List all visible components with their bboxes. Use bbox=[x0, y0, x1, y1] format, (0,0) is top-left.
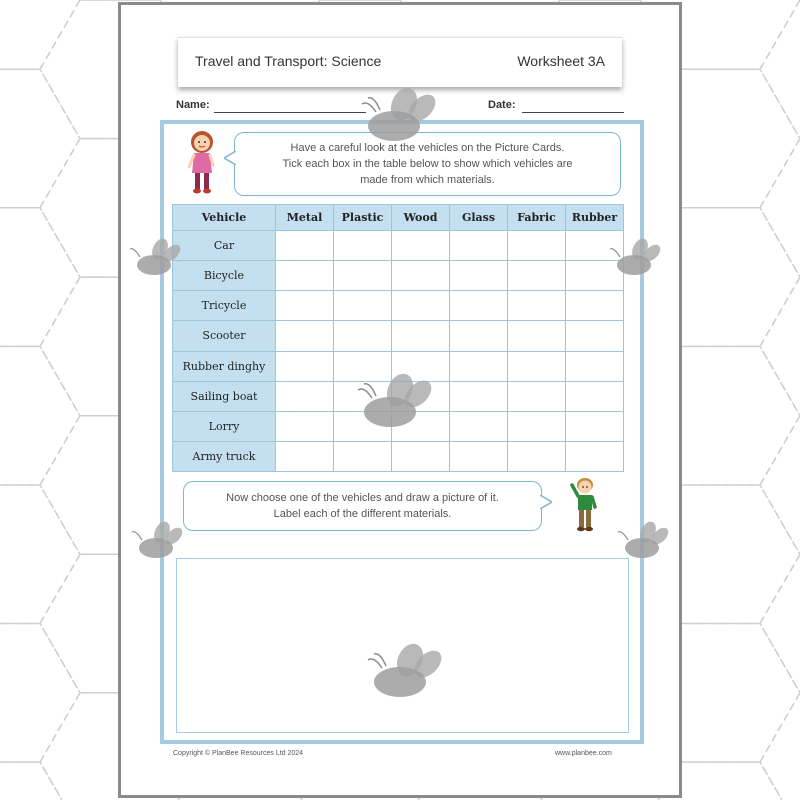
bee-watermark-icon bbox=[128, 520, 184, 562]
tick-box-cell[interactable] bbox=[508, 441, 566, 471]
hexagon-shape bbox=[760, 139, 800, 278]
tick-box-cell[interactable] bbox=[276, 411, 334, 441]
hexagon-shape bbox=[0, 208, 80, 347]
tick-box-cell[interactable] bbox=[276, 441, 334, 471]
tick-box-cell[interactable] bbox=[508, 411, 566, 441]
tick-box-cell[interactable] bbox=[276, 231, 334, 261]
tick-box-cell[interactable] bbox=[334, 231, 392, 261]
vehicle-name-cell: Army truck bbox=[173, 441, 276, 471]
drawing-prompt-line-2: Label each of the different materials. bbox=[273, 508, 452, 520]
instruction-line-1: Have a careful look at the vehicles on the Picture Cards. bbox=[290, 142, 565, 154]
table-row bbox=[173, 231, 624, 261]
column-header: Plastic bbox=[334, 205, 392, 231]
bee-watermark-icon bbox=[614, 520, 670, 562]
hexagon-shape bbox=[0, 0, 80, 69]
speech-bubble-tail-icon bbox=[224, 151, 236, 165]
hexagon-shape bbox=[0, 624, 80, 763]
date-line[interactable] bbox=[522, 112, 624, 113]
tick-box-cell[interactable] bbox=[566, 441, 624, 471]
column-header: Fabric bbox=[508, 205, 566, 231]
column-header: Glass bbox=[450, 205, 508, 231]
drawing-prompt-speech-bubble bbox=[183, 481, 542, 531]
hexagon-shape bbox=[0, 346, 80, 485]
table-row bbox=[173, 441, 624, 471]
name-label: Name: bbox=[176, 99, 210, 111]
bee-watermark-icon bbox=[126, 237, 182, 279]
tick-box-cell[interactable] bbox=[334, 261, 392, 291]
instruction-line-3: made from which materials. bbox=[360, 174, 495, 186]
tick-box-cell[interactable] bbox=[508, 291, 566, 321]
vehicle-name-cell: Car bbox=[173, 231, 276, 261]
tick-box-cell[interactable] bbox=[450, 231, 508, 261]
tick-box-cell[interactable] bbox=[508, 261, 566, 291]
bee-watermark-icon bbox=[360, 642, 444, 702]
column-header: Wood bbox=[392, 205, 450, 231]
copyright-text: Copyright © PlanBee Resources Ltd 2024 bbox=[173, 750, 304, 757]
tick-box-cell[interactable] bbox=[276, 351, 334, 381]
drawing-prompt-line-1: Now choose one of the vehicles and draw a picture of it. bbox=[226, 492, 499, 504]
website-link[interactable]: www.planbee.com bbox=[555, 750, 612, 757]
tick-box-cell[interactable] bbox=[276, 381, 334, 411]
tick-box-cell[interactable] bbox=[450, 321, 508, 351]
hexagon-shape bbox=[760, 554, 800, 693]
table-row bbox=[173, 261, 624, 291]
hexagon-shape bbox=[760, 693, 800, 800]
tick-box-cell[interactable] bbox=[450, 261, 508, 291]
vehicle-name-cell: Sailing boat bbox=[173, 381, 276, 411]
column-header: Vehicle bbox=[173, 205, 276, 231]
tick-box-cell[interactable] bbox=[508, 231, 566, 261]
tick-box-cell[interactable] bbox=[450, 411, 508, 441]
tick-box-cell[interactable] bbox=[276, 321, 334, 351]
tick-box-cell[interactable] bbox=[566, 381, 624, 411]
tick-box-cell[interactable] bbox=[334, 321, 392, 351]
tick-box-cell[interactable] bbox=[566, 321, 624, 351]
tick-box-cell[interactable] bbox=[450, 381, 508, 411]
vehicle-name-cell: Bicycle bbox=[173, 261, 276, 291]
tick-box-cell[interactable] bbox=[392, 261, 450, 291]
speech-bubble-tail-icon bbox=[540, 495, 552, 509]
vehicle-name-cell: Lorry bbox=[173, 411, 276, 441]
boy-character-icon bbox=[569, 475, 601, 535]
hexagon-shape bbox=[0, 762, 80, 800]
bee-watermark-icon bbox=[350, 372, 434, 432]
table-row bbox=[173, 291, 624, 321]
worksheet-title: Travel and Transport: Science bbox=[195, 53, 382, 69]
instruction-line-2: Tick each box in the table below to show which vehicles are bbox=[282, 158, 573, 170]
tick-box-cell[interactable] bbox=[508, 381, 566, 411]
hexagon-shape bbox=[760, 416, 800, 555]
vehicle-name-cell: Tricycle bbox=[173, 291, 276, 321]
hexagon-shape bbox=[760, 0, 800, 139]
tick-box-cell[interactable] bbox=[392, 441, 450, 471]
hexagon-shape bbox=[760, 277, 800, 416]
vehicle-name-cell: Rubber dinghy bbox=[173, 351, 276, 381]
tick-box-cell[interactable] bbox=[450, 351, 508, 381]
tick-box-cell[interactable] bbox=[508, 321, 566, 351]
tick-box-cell[interactable] bbox=[450, 441, 508, 471]
tick-box-cell[interactable] bbox=[392, 231, 450, 261]
column-header: Metal bbox=[276, 205, 334, 231]
tick-box-cell[interactable] bbox=[276, 291, 334, 321]
hexagon-shape bbox=[0, 485, 80, 624]
tick-box-cell[interactable] bbox=[334, 441, 392, 471]
hexagon-shape bbox=[0, 69, 80, 208]
tick-box-cell[interactable] bbox=[566, 351, 624, 381]
date-label: Date: bbox=[488, 99, 516, 111]
name-line[interactable] bbox=[214, 112, 366, 113]
tick-box-cell[interactable] bbox=[508, 351, 566, 381]
tick-box-cell[interactable] bbox=[450, 291, 508, 321]
bee-watermark-icon bbox=[354, 86, 438, 146]
tick-box-cell[interactable] bbox=[392, 321, 450, 351]
tick-box-cell[interactable] bbox=[392, 291, 450, 321]
tick-box-cell[interactable] bbox=[566, 411, 624, 441]
worksheet-title-box bbox=[178, 37, 622, 87]
table-row bbox=[173, 321, 624, 351]
column-header: Rubber bbox=[566, 205, 624, 231]
tick-box-cell[interactable] bbox=[276, 261, 334, 291]
tick-box-cell[interactable] bbox=[334, 291, 392, 321]
table-header-row bbox=[173, 205, 624, 231]
worksheet-number: Worksheet 3A bbox=[517, 53, 605, 69]
vehicle-name-cell: Scooter bbox=[173, 321, 276, 351]
girl-character-icon bbox=[185, 129, 219, 197]
bee-watermark-icon bbox=[606, 237, 662, 279]
tick-box-cell[interactable] bbox=[566, 291, 624, 321]
